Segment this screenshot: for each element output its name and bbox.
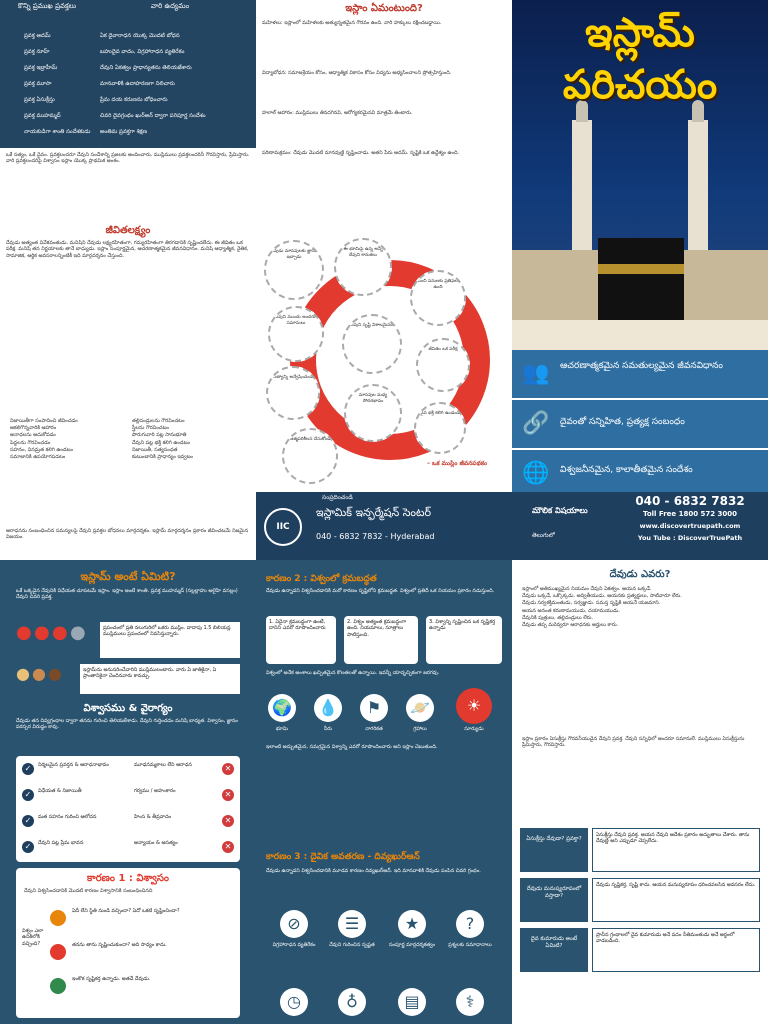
reason1-paragraph: దేవుని విశ్వసించడానికి మొదటి కారణం విశ్వాసానికి సంబంధించినది bbox=[24, 888, 153, 894]
icon-label: నాగరికత bbox=[365, 726, 383, 732]
feature-row bbox=[512, 450, 768, 492]
comparison-right: అన్యాయం & అసత్యం bbox=[134, 840, 178, 846]
dna-icon: ⚕ bbox=[456, 988, 484, 1016]
bullet-item: దేవుడు తప్ప మరెవ్వరూ ఆరాధనకు అర్హులు కారు. bbox=[522, 622, 619, 629]
islam-para-evolution: పరిణామక్రమం: దేవుడు మొదటి మానవుణ్ణి సృష్టించాడు. అతని పేరు ఆదమ్. సృష్టికి ఒక ఉద్దేశ్యం ఉంది. bbox=[262, 150, 460, 156]
bullet-item: సమాజానికి ఉపయోగపడటం bbox=[10, 454, 66, 461]
icon-label: ప్రశ్నలకు సమాధానాలు bbox=[448, 942, 492, 948]
bullet-item: కుటుంబానికి ప్రాధాన్యం ఇవ్వటం bbox=[132, 454, 193, 461]
icon-label: భూమి bbox=[275, 726, 289, 732]
intro-diversity-box: ఇస్లామ్‌ను అనుసరించేవారిని ముస్లిములంటారు. వారు ఏ జాతికైనా, ఏ ప్రాంతానికైనా చెందినవారు కావచ్చు. bbox=[80, 664, 240, 694]
bubble-creation: దేవుని సృష్టి విశాలమైనది bbox=[342, 314, 402, 374]
qa-item bbox=[520, 828, 760, 872]
cover-title-line1: ఇస్లామ్ bbox=[585, 10, 695, 56]
prophets-paragraph: ఒకే సత్యం, ఒకే దైవం. ప్రవక్తలందరూ దేవుని సందేశాన్ని ప్రజలకు అందించారు. ముస్లిములు ప్రవక్తలందరినీ గౌరవిస్తారు, ప్రేమిస్తారు. వారి ప్రవక్తలందరిపై విశ్వాసం ఇస్లాం యొక్క ప్రాథమిక అంశం. bbox=[6, 152, 250, 165]
feature-text: విశ్వజనీనమైన, కాలాతీతమైన సందేశం bbox=[560, 465, 693, 475]
bubble-devotion: దైవ భక్తి కలిగి ఉండండి bbox=[414, 402, 466, 454]
contact-phone-city: 040 - 6832 7832 - Hyderabad bbox=[316, 532, 435, 541]
reason1-step bbox=[50, 908, 230, 938]
basics-label: మౌలిక విషయాలు bbox=[532, 506, 588, 515]
qa-answer: ప్రాచీన గ్రంథాలలో దైవ కుమారుడు అనే పదం నీతిమంతుడు అనే అర్థంలో వాడబడింది. bbox=[592, 928, 760, 972]
check-icon: ✓ bbox=[22, 841, 34, 853]
bullet-item: నిజాయితీ, సత్యసంధత bbox=[132, 446, 178, 453]
afterlife-bullets-right bbox=[132, 418, 250, 461]
reason3-title: కారణం 3 : దైవిక అవతరణ - దివ్యఖుర్ఆన్ bbox=[266, 852, 420, 862]
intro-stat-box: ప్రపంచంలో ప్రతి నలుగురిలో ఒకరు ముస్లిం. దాదాపు 1.5 బిలియన్ల ముస్లిములు ప్రపంచంలో నివసిస్తున్నారు. bbox=[100, 622, 240, 658]
step-dot-icon bbox=[50, 944, 66, 960]
faith-title: విశ్వాసము & వైరాగ్యం bbox=[83, 703, 173, 714]
people-icon: 👥 bbox=[522, 361, 550, 386]
faith-comparison bbox=[16, 756, 240, 862]
star-icon: ★ bbox=[398, 910, 426, 938]
bullet-item: నిజాయితీగా సంపాదించి జీవించడం bbox=[10, 418, 78, 424]
reason1-side-label: విశ్వం ఎలా ఉనికిలోకి వచ్చింది? bbox=[22, 928, 44, 947]
life-plan-diagram bbox=[262, 238, 508, 492]
prophet-row: ప్రవక్త మూసా మానవాళికి ఉదాహరణగా నిలిచారు bbox=[24, 81, 175, 87]
step-dot-icon bbox=[50, 910, 66, 926]
qa-item bbox=[520, 928, 760, 972]
planet-icon: 🪐 bbox=[406, 694, 434, 722]
check-icon: ✓ bbox=[22, 763, 34, 775]
contact-youtube[interactable]: You Tube : DiscoverTruePath bbox=[637, 534, 743, 542]
islam-para-women: మహిళలు: ఇస్లాంలో మహిళలకు అత్యున్నతమైన గౌరవం ఉంది. వారి హక్కులు రక్షించబడ్డాయి. bbox=[262, 20, 442, 26]
bullet-item: ఆకలిగొన్నవారికి ఆహారం bbox=[10, 425, 57, 432]
prophet-row: ప్రవక్త ఏసుక్రీస్తు ప్రేమ దయ కరుణను బోధించారు bbox=[24, 97, 168, 103]
prophet-row: ప్రవక్త ముహమ్మద్ చివరి దైవగ్రంథం ఖుర్ఆన్ ద్వారా పరిపూర్ణ సందేశం bbox=[24, 113, 206, 119]
icon-label: నీరు bbox=[323, 726, 333, 732]
no-idol-icon: ⊘ bbox=[280, 910, 308, 938]
cross-icon: ✕ bbox=[222, 789, 234, 801]
cover-title-line2: పరిచయం bbox=[562, 62, 718, 108]
contact-tollfree[interactable]: Toll Free 1800 572 3000 bbox=[642, 510, 738, 518]
minaret-right bbox=[688, 120, 708, 260]
jesus-paragraph: ఇస్లాం ప్రకారం ఏసుక్రీస్తు గౌరవనీయుడైన దేవుని ప్రవక్త. దేవుని సన్నిధిలో అందరూ సమానులే. ముస్లిములు ఏసుక్రీస్తును ప్రేమిస్తారు, గౌరవిస్తారు. bbox=[522, 736, 745, 749]
prophets-table bbox=[0, 0, 256, 148]
prophet-row: నాయకుడిగా శాంతి సందేశకుడు అంతిమ ప్రవక్తగా శిక్షణ bbox=[24, 129, 148, 135]
check-icon: ✓ bbox=[22, 789, 34, 801]
reason1-title: కారణం 1 : విశ్వాసం bbox=[87, 873, 169, 884]
afterlife-title: జీవితలక్ష్యం bbox=[105, 225, 151, 236]
icon-label: గ్రహాలు bbox=[413, 726, 427, 732]
god-bullets bbox=[522, 586, 758, 629]
reason2-paragraph: దేవుడు ఉన్నాడని విశ్వసించడానికి మరో కారణం సృష్టిలోని క్రమబద్ధత. విశ్వంలో ప్రతిదీ ఒక నియమం ప్రకారం నడుస్తుంది. bbox=[266, 588, 495, 594]
bullet-item: దేవుని పట్ల భక్తి కలిగి ఉండటం bbox=[132, 439, 190, 446]
bullet-item: స్త్రీలను గౌరవించటం bbox=[132, 425, 169, 432]
islam-para-education: విద్యాబోధన: సమాజశ్రేయం కోసం, ఆధ్యాత్మిక వికాసం కోసం విద్యను అభ్యసించాలని ప్రోత్సహిస్తుంది. bbox=[262, 70, 452, 76]
bullet-item: తల్లిదండ్రులను గౌరవించటం bbox=[132, 418, 185, 424]
clock-icon: ◷ bbox=[280, 988, 308, 1016]
reason2-paragraph-2: విశ్వంలో అనేక అంశాలు ఖచ్చితమైన కొలతలతో ఉన్నాయి. ఇవన్నీ యాదృచ్ఛికంగా జరగవు. bbox=[266, 670, 440, 676]
comparison-row bbox=[18, 786, 238, 808]
bullet-item: దేవుడు సర్వశక్తిమంతుడు, సర్వజ్ఞుడు. సమస్త సృష్టికి ఆయనే యజమాని. bbox=[522, 600, 661, 607]
water-icon: 💧 bbox=[314, 694, 342, 722]
bullet-item: సహనం, వినమ్రత కలిగి ఉండటం bbox=[10, 446, 73, 453]
contact-label: సంప్రదించండి bbox=[322, 494, 353, 501]
comparison-right: హింస & తీవ్రవాదం bbox=[134, 814, 172, 820]
reason1-step bbox=[50, 942, 230, 972]
comparison-left: మత సహనం గురించి ఆలోచన bbox=[38, 814, 97, 820]
comparison-left: నిర్మలమైన ప్రవర్తన & ఆరాధనాభావం bbox=[38, 762, 109, 768]
bubble-truth: సత్యాన్ని అన్వేషించండి bbox=[266, 366, 320, 420]
prophet-row: ప్రవక్త ఇబ్రాహీమ్ దేవుని ఏకత్వం ప్రాధాన్యతను తెలియజేశారు bbox=[24, 65, 192, 71]
prophet-row: ప్రవక్త ఆదమ్ ఏక దైవారాధన యొక్క మొదటి బోధన bbox=[24, 33, 180, 39]
qa-question: దేవుడు మనుష్యరూపంలో వస్తాడా? bbox=[520, 878, 588, 922]
bubble-gifts: ఈ భూమిపై ఉన్న అన్నీ దేవుని కానుకలు bbox=[334, 238, 392, 296]
islam-para-food: హలాల్ ఆహారం: ముస్లిములు తినదగినవి, ఆరోగ్యకరమైనవి మాత్రమే తింటారు. bbox=[262, 110, 413, 116]
reason1-step-text: ఏదీ లేని స్థితి నుండి వచ్చిందా? ఏదో ఒకటి సృష్టించిందా? bbox=[72, 908, 180, 914]
contact-website[interactable]: www.discovertruepath.com bbox=[639, 522, 741, 530]
prophet-row: ప్రవక్త నూహ్ బహుదైవ వాదం, విగ్రహారాధన వ్యతిరేకం bbox=[24, 49, 185, 55]
earth-icon: 🌍 bbox=[268, 694, 296, 722]
feature-row bbox=[512, 350, 768, 398]
step-dot-icon bbox=[50, 978, 66, 994]
bubble-reflection: ఆత్మపరిశీలన చేసుకోండి bbox=[282, 428, 338, 484]
reason1-step-text: ఇంకొక సృష్టికర్త ఉన్నాడు. అతడే దేవుడు. bbox=[72, 976, 151, 982]
reason2-step-2: 2. విశ్వం అత్యంత క్రమబద్ధంగా ఉంది. నియమాలు, సూత్రాలు పాటిస్తుంది. bbox=[344, 616, 418, 664]
contact-phone: 040 - 6832 7832 bbox=[635, 494, 745, 508]
comparison-left: విధేయత & నిజాయితీ bbox=[38, 788, 82, 794]
prophets-header-right: వారి ఉద్యమం bbox=[150, 2, 190, 10]
diverse-people-icon: ● ● ● bbox=[16, 664, 62, 683]
sun-icon: ☀ bbox=[456, 688, 492, 724]
minaret-left bbox=[572, 120, 592, 260]
qa-answer: దేవుడు సృష్టికర్త, సృష్టి కాదు. ఆయన మనుష్యరూపం ధరించవలసిన అవసరం లేదు. bbox=[592, 878, 760, 922]
check-icon: ✓ bbox=[22, 815, 34, 827]
reason1-step-text: తనను తాను సృష్టించుకుందా? అది సాధ్యం కాదు. bbox=[72, 942, 167, 948]
checklist-icon: ☰ bbox=[338, 910, 366, 938]
bullet-item: పొరుగువారి పట్ల సానుభూతి bbox=[132, 432, 187, 439]
intro-title: ఇస్లామ్ అంటే ఏమిటి? bbox=[80, 570, 176, 583]
question-icon: ? bbox=[456, 910, 484, 938]
cross-icon: ✕ bbox=[222, 841, 234, 853]
qa-question: ఏసుక్రీస్తు దేవుడా? ప్రవక్తా? bbox=[520, 828, 588, 872]
afterlife-closing: ఆరాధనను సంబంధించిన సమస్యలపై దేవుని ప్రవక్తల బోధనలు మార్గదర్శకం. ఇస్లామ్ మార్గదర్శనం ప్రకారం జీవించటమే నిజమైన విజయం. bbox=[6, 528, 249, 541]
afterlife-bullets-left bbox=[10, 418, 126, 461]
icon-label: విగ్రహారాధన వ్యతిరేకం bbox=[272, 942, 316, 948]
feature-row bbox=[512, 400, 768, 448]
iic-logo: IIC bbox=[264, 508, 302, 546]
comparison-right: గర్వము / అహంకారం bbox=[134, 788, 176, 794]
globe-icon: 🌐 bbox=[522, 461, 550, 486]
reason1-card bbox=[16, 868, 240, 1018]
reason2-title: కారణం 2 : విశ్వంలో క్రమబద్ధత bbox=[266, 574, 377, 584]
link-icon: 🔗 bbox=[522, 411, 550, 436]
reasons-panel bbox=[256, 560, 512, 1024]
icon-label: దేవుని గురించిన స్పష్టత bbox=[329, 942, 375, 948]
bubble-equality: దేవుని ముందు అందరూ సమానులు bbox=[268, 306, 324, 362]
bulb-icon: ♁ bbox=[338, 988, 366, 1016]
faith-paragraph: దేవుడు తన దివ్యగ్రంథాల ద్వారా తనను గురించి తెలియజేశాడు. దేవుని గుర్తించడం మనిషి బాధ్యత. విశ్వాసం, జ్ఞానం పరస్పర విరుద్ధం కావు. bbox=[16, 718, 238, 731]
cross-icon: ✕ bbox=[222, 815, 234, 827]
reason2-step-1: 1. ఏదైనా క్రమబద్ధంగా ఉంటే, దానిని ఎవరో రూపొందించారు bbox=[266, 616, 336, 664]
intro-panel bbox=[0, 560, 256, 1024]
bubble-test: జీవితం ఒక పరీక్ష bbox=[416, 338, 470, 392]
kaaba-band bbox=[598, 264, 684, 274]
bullet-item: పెద్దలను గౌరవించడం bbox=[10, 439, 51, 446]
reason1-step bbox=[50, 976, 230, 1006]
contact-bar bbox=[256, 492, 768, 560]
bullet-item: ఆయన అనంత కరుణామయుడు, దయామయుడు. bbox=[522, 607, 620, 614]
flag-icon: ⚑ bbox=[360, 694, 388, 722]
comparison-right: మూఢనమ్మకాలు లేని ఆరాధన bbox=[134, 762, 192, 768]
bubble-knowledge: దేవుడు మానవులకు జ్ఞానం ఇచ్చాడు bbox=[264, 240, 324, 300]
language-label: తెలుగులో bbox=[532, 532, 555, 539]
reason3-paragraph: దేవుడు ఉన్నాడని విశ్వసించడానికి మూడవ కారణం దివ్యఖుర్ఆన్. ఇది మానవాళికి దేవుడు పంపిన చివరి గ్రంథం. bbox=[266, 868, 481, 874]
comparison-row bbox=[18, 760, 238, 782]
qa-item bbox=[520, 878, 760, 922]
feature-text: దైవంతో సన్నిహిత, ప్రత్యక్ష సంబంధం bbox=[560, 417, 685, 427]
bullet-item: అనాథలను ఆదుకోవడం bbox=[10, 432, 56, 439]
comparison-row bbox=[18, 838, 238, 860]
bubble-brotherhood: మానవుల మధ్య సోదరభావం bbox=[344, 384, 402, 442]
prophets-header-left: కొన్ని ప్రముఖ ప్రవక్తలు bbox=[18, 2, 77, 10]
bubble-reward: మంచి పనులకు ప్రతిఫలం ఉంది bbox=[410, 270, 466, 326]
what-is-islam-title: ఇస్లాం ఏమంటుంది? bbox=[345, 3, 423, 14]
book-icon: ▤ bbox=[398, 988, 426, 1016]
who-is-god-title: దేవుడు ఎవరు? bbox=[609, 569, 671, 580]
reason2-paragraph-3: ఇలాంటి అద్భుతమైన, సమగ్రమైన విశ్వాన్ని ఎవరో రూపొందించారు అని ఇస్లాం చెబుతుంది. bbox=[266, 744, 438, 750]
bullet-item: దేవునికి పుత్రులు, తల్లిదండ్రులు లేరు. bbox=[522, 614, 594, 621]
comparison-row bbox=[18, 812, 238, 834]
qa-question: దైవ కుమారుడు అంటే ఏమిటి? bbox=[520, 928, 588, 972]
courtyard bbox=[512, 320, 768, 350]
intro-paragraph: ఒకే ఒక్కడైన దేవునికి విధేయత చూపటమే ఇస్లాం. ఇస్లాం అంటే శాంతి. ప్రవక్త ముహమ్మద్ (సల్లల్లాహు అలైహి వసల్లం) దేవుని చివరి ప్రవక్త. bbox=[16, 588, 238, 601]
bullet-item: దేవుడు ఒక్కడే, ఒక్కొక్కడు. అద్వితీయుడు. ఆయనకు ప్రత్యర్థులు, సాటివారూ లేరు. bbox=[522, 593, 682, 600]
cross-icon: ✕ bbox=[222, 763, 234, 775]
reason2-step-3: 3. విశ్వాన్ని సృష్టించిన ఒక సృష్టికర్త ఉన్నాడు bbox=[426, 616, 502, 664]
bullet-item: ఇస్లాంలో అతిముఖ్యమైన నియమం దేవుని ఏకత్వం. ఆయన ఒక్కడే. bbox=[522, 586, 652, 592]
qa-answer: ఏసుక్రీస్తు దేవుని ప్రవక్త. ఆయన దేవుని ఆదేశం ప్రకారం అద్భుతాలు చేశారు. తాను దేవుణ్ణి అని ఎప్పుడూ చెప్పలేదు. bbox=[592, 828, 760, 872]
feature-text: ఆచరణాత్మకమైన సమతుల్యమైన జీవనవిధానం bbox=[560, 361, 723, 371]
life-plan-caption: – ఒక ముస్లిం జీవనపథకం bbox=[426, 460, 487, 467]
icon-label: సంపూర్ణ మార్గదర్శకత్వం bbox=[388, 942, 436, 948]
people-figures-icon: ● ● ● ● bbox=[16, 622, 86, 643]
icon-label: సూర్యుడు bbox=[464, 726, 484, 732]
afterlife-paragraph: దేవుడు అత్యంత వివేకవంతుడు. మనిషిని దేవుడు లక్ష్యరహితంగా, గమ్యరహితంగా తిరగడానికి సృష్టించలేదు. ఈ జీవితం ఒక పరీక్ష. మనిషి తన నిర్ణయాలకు తానే బాధ్యుడు. ఇస్లాం సంపూర్ణమైన, ఆచరణాత్మకమైన జీవనవిధానం. మనిషి ఆధ్యాత్మిక, నైతిక, సామాజిక, ఆర్థిక అవసరాలన్నింటికీ ఇది మార్గదర్శనం చేస్తుంది. bbox=[6, 240, 249, 259]
comparison-left: దేవుని పట్ల ప్రేమ భావన bbox=[38, 840, 84, 846]
contact-org: ఇస్లామిక్ ఇన్ఫర్మేషన్ సెంటర్ bbox=[316, 506, 432, 519]
